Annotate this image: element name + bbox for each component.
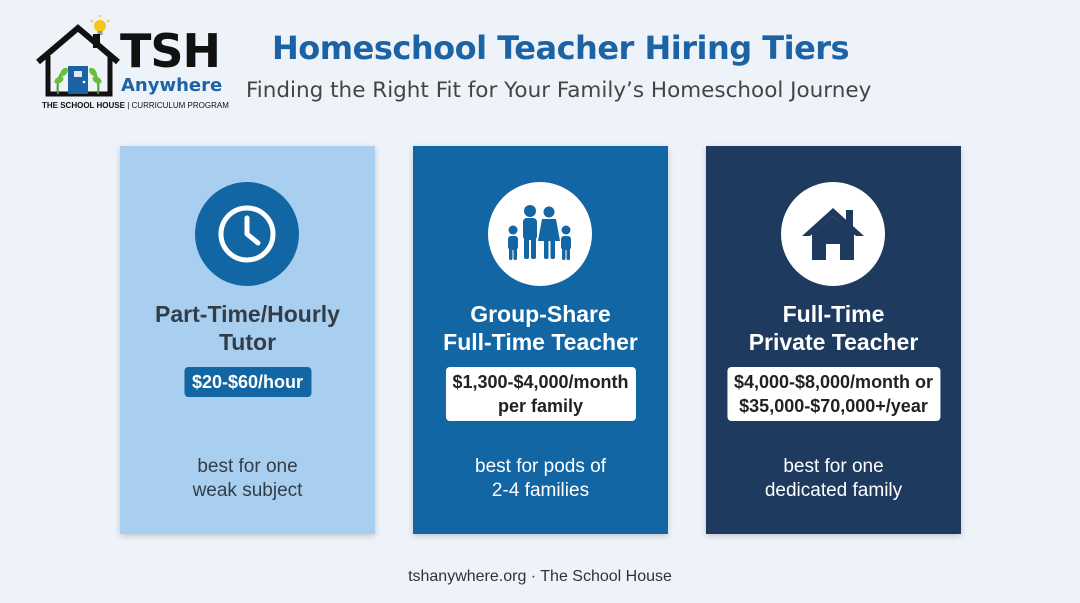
tier-desc-line: weak subject bbox=[192, 480, 303, 501]
tier-price-badge bbox=[445, 367, 635, 421]
tier-title-line: Group-Share bbox=[470, 301, 611, 327]
tier-title-line: Private Teacher bbox=[748, 329, 919, 355]
logo-tagline bbox=[42, 101, 229, 111]
tier-price-line: $20-$60/hour bbox=[191, 372, 304, 392]
schoolhouse-logo-icon bbox=[34, 14, 124, 100]
tier-description bbox=[120, 455, 375, 503]
tier-price-line: $4,000-$8,000/month or bbox=[733, 372, 934, 392]
tier-price-line: $1,300-$4,000/month bbox=[452, 372, 629, 392]
tier-title-line: Tutor bbox=[218, 329, 277, 355]
logo-sub-text: Anywhere bbox=[121, 75, 223, 96]
logo-tagline-rest: | CURRICULUM PROGRAM bbox=[127, 101, 229, 110]
clock-icon bbox=[195, 182, 299, 286]
tier-price-line: $35,000-$70,000+/year bbox=[739, 396, 928, 416]
tier-desc-line: best for one bbox=[783, 456, 884, 477]
tier-title-line: Full-Time bbox=[782, 301, 885, 327]
tier-title bbox=[706, 300, 961, 356]
footer-text: tshanywhere.org · The School House bbox=[408, 568, 672, 585]
tier-desc-line: 2-4 families bbox=[491, 480, 590, 501]
page-title: Homeschool Teacher Hiring Tiers bbox=[272, 29, 850, 67]
tier-description bbox=[706, 455, 961, 503]
tier-price-line: per family bbox=[497, 396, 584, 416]
tier-card-full-time-private bbox=[706, 146, 961, 534]
tier-card-group-share bbox=[413, 146, 668, 534]
tier-desc-line: best for pods of bbox=[475, 456, 606, 477]
tier-card-part-time bbox=[120, 146, 375, 534]
family-icon bbox=[488, 182, 592, 286]
tier-title bbox=[120, 300, 375, 356]
house-icon bbox=[781, 182, 885, 286]
tier-desc-line: best for one bbox=[197, 456, 298, 477]
page-subtitle: Finding the Right Fit for Your Family’s Homeschool Journey bbox=[246, 78, 872, 103]
tier-desc-line: dedicated family bbox=[764, 480, 903, 501]
tier-price-badge bbox=[184, 367, 311, 397]
tier-description bbox=[413, 455, 668, 503]
tier-title-line: Full-Time Teacher bbox=[443, 329, 638, 355]
logo-brand-text: TSH bbox=[120, 24, 221, 78]
tier-price-badge bbox=[727, 367, 940, 421]
brand-logo bbox=[34, 14, 229, 114]
tier-title bbox=[413, 300, 668, 356]
logo-tagline-bold: THE SCHOOL HOUSE bbox=[42, 101, 125, 110]
tier-title-line: Part-Time/Hourly bbox=[155, 301, 340, 327]
